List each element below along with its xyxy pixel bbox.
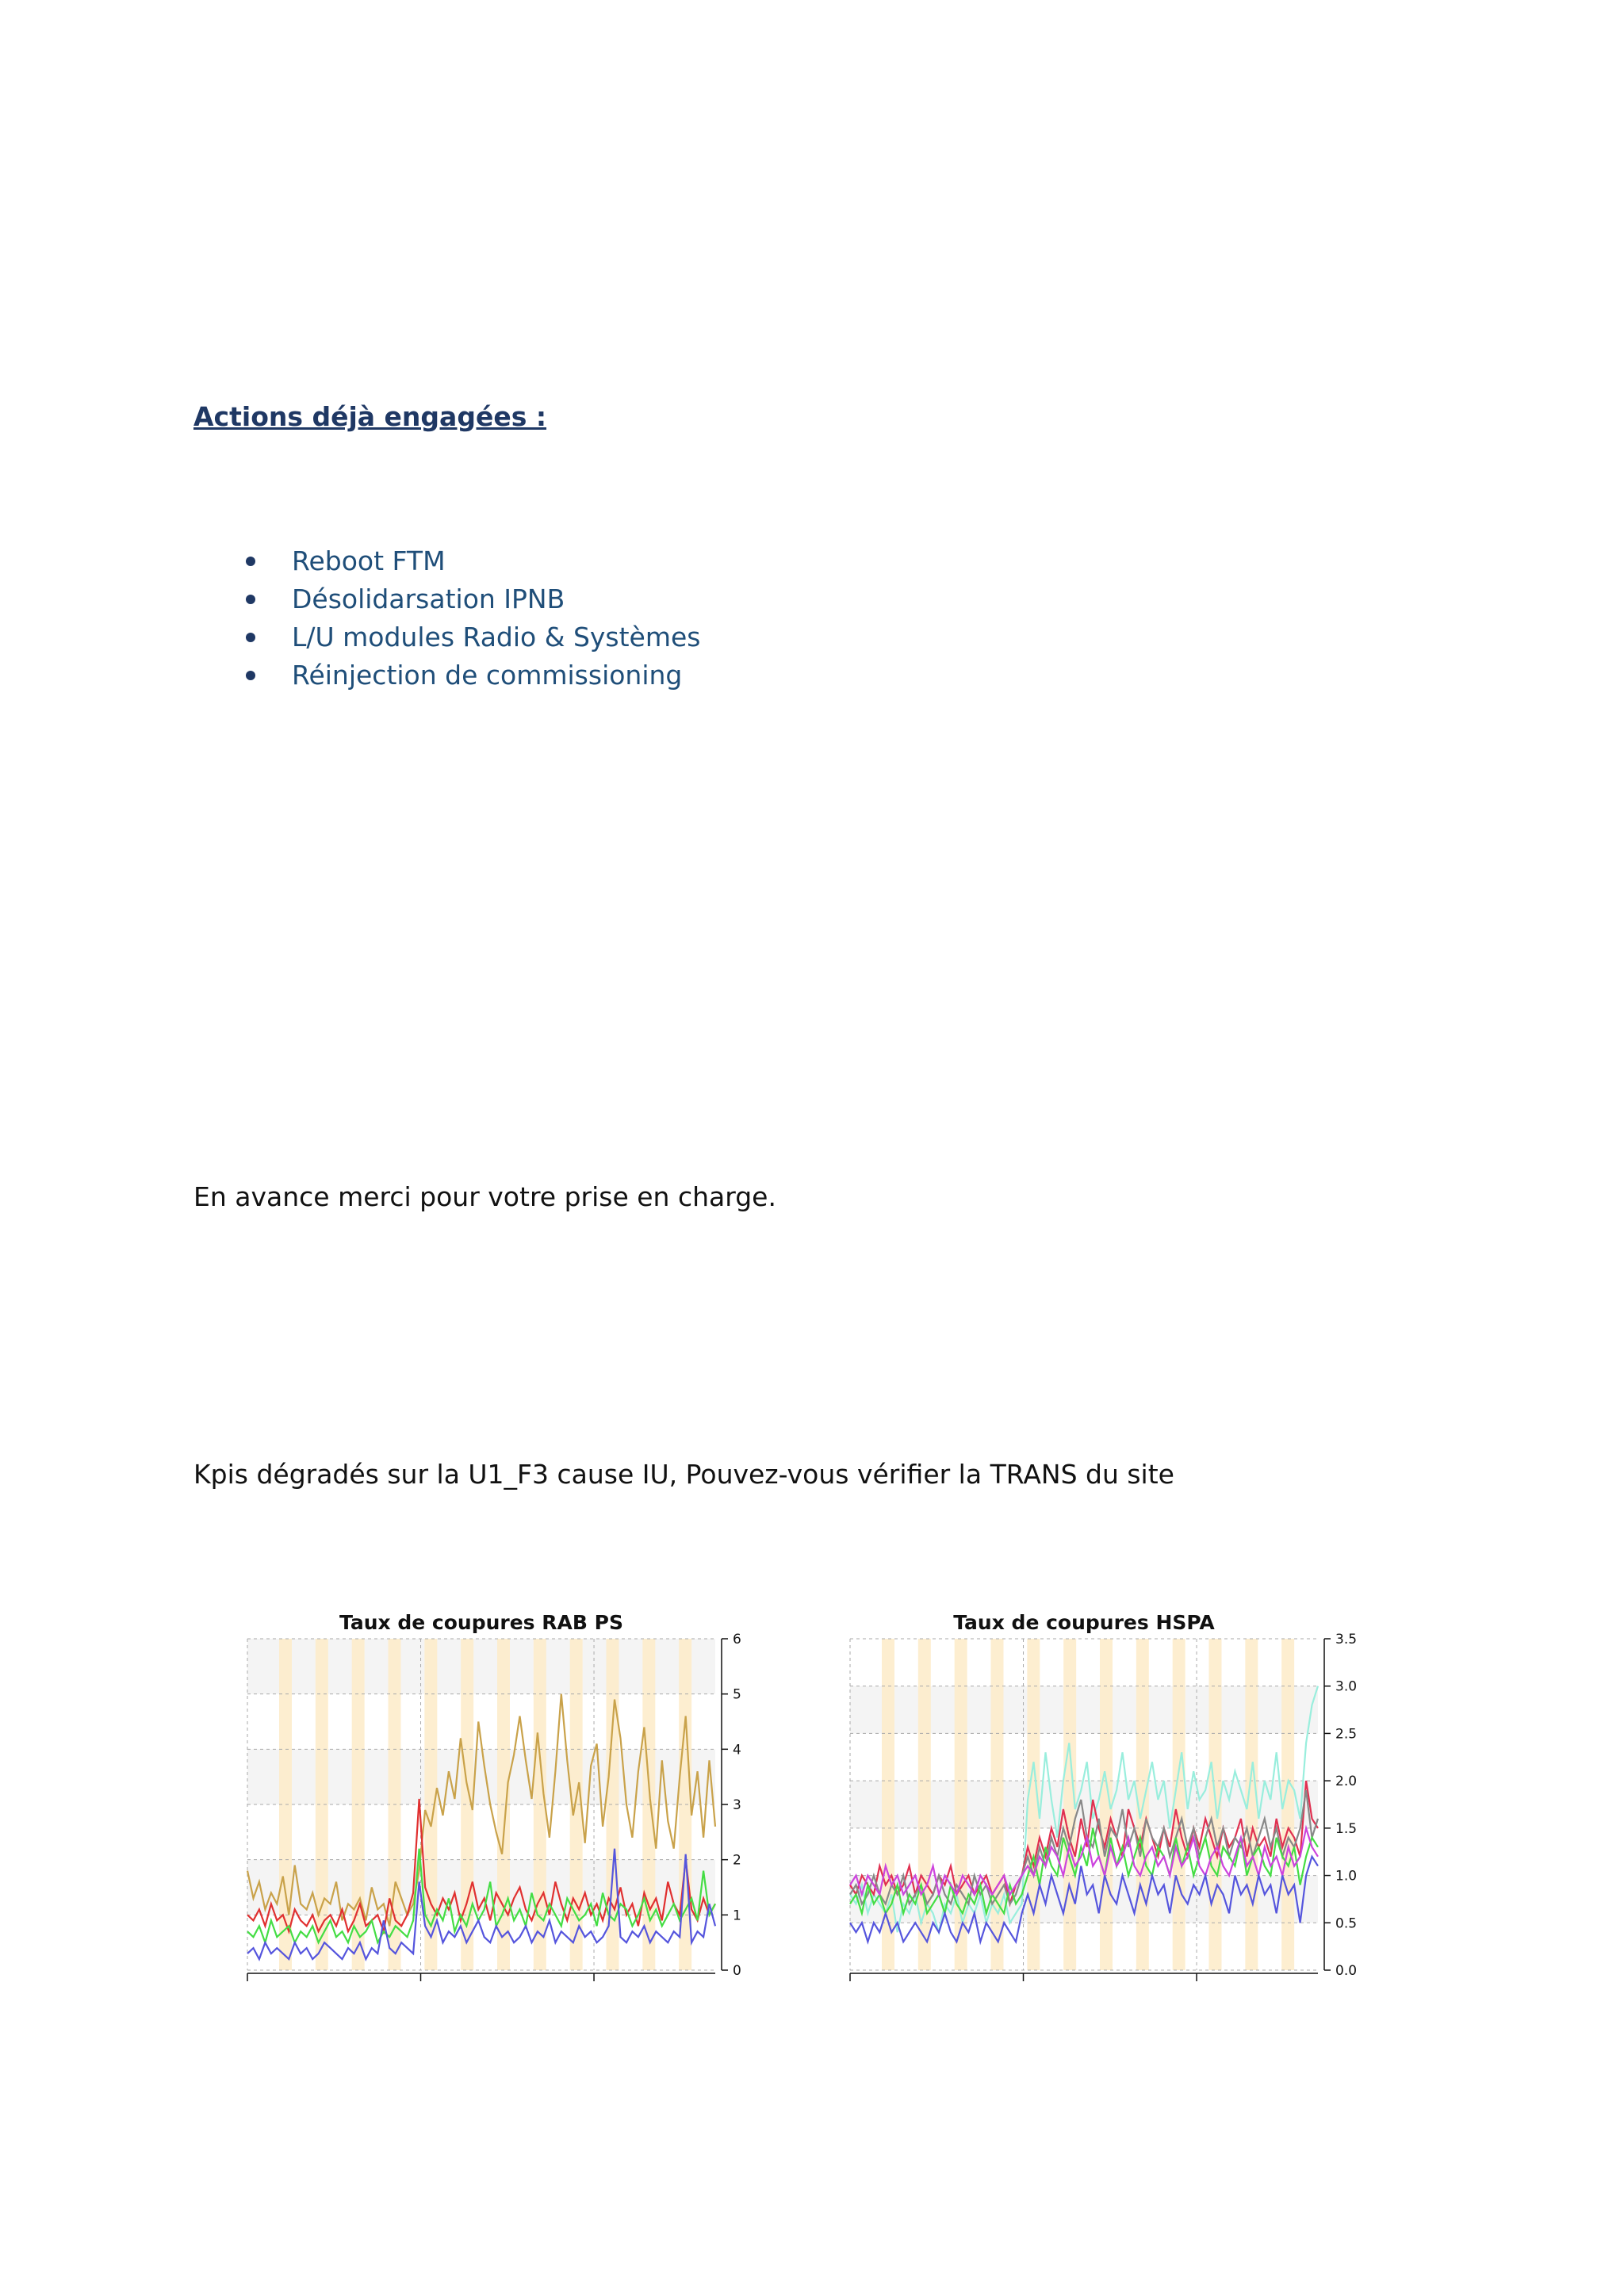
list-item-label: Réinjection de commissioning [292, 660, 683, 691]
bullet-icon [246, 671, 255, 680]
y-tick-label: 0.5 [1335, 1915, 1358, 1932]
y-tick-label: 2.0 [1335, 1774, 1358, 1790]
list-item [243, 656, 701, 695]
list-item-label: Reboot FTM [292, 545, 446, 576]
y-tick-label: 5 [733, 1686, 741, 1703]
actions-list [243, 542, 701, 695]
weekend-band [955, 1639, 967, 1970]
chart-rab-ps [238, 1605, 761, 1994]
chart-title: Taux de coupures HSPA [953, 1611, 1215, 1634]
chart-hspa [841, 1605, 1380, 1994]
weekend-band [991, 1639, 1004, 1970]
y-tick-label: 2.5 [1335, 1726, 1358, 1743]
y-tick-label: 3.0 [1335, 1678, 1358, 1695]
list-item [243, 618, 701, 656]
list-item-label: Désolidarsation IPNB [292, 584, 565, 614]
y-tick-label: 1 [733, 1908, 741, 1924]
y-tick-label: 4 [733, 1742, 741, 1758]
y-tick-label: 1.0 [1335, 1868, 1358, 1885]
list-item [243, 580, 701, 618]
y-tick-label: 6 [733, 1632, 741, 1647]
list-item-label: L/U modules Radio & Systèmes [292, 622, 701, 652]
section-heading: Actions déjà engagées : [193, 401, 547, 432]
chart-hspa-svg [841, 1605, 1380, 1994]
chart-rab-ps-svg [238, 1605, 761, 1994]
bullet-icon [246, 557, 255, 566]
y-tick-label: 1.5 [1335, 1820, 1358, 1837]
y-tick-label: 3.5 [1335, 1632, 1358, 1647]
y-tick-label: 3 [733, 1797, 741, 1813]
y-tick-label: 0 [733, 1963, 741, 1979]
y-tick-label: 2 [733, 1852, 741, 1869]
list-item [243, 542, 701, 580]
y-tick-label: 0.0 [1335, 1963, 1358, 1979]
bullet-icon [246, 633, 255, 642]
chart-title: Taux de coupures RAB PS [339, 1611, 623, 1634]
bullet-icon [246, 595, 255, 604]
kpi-note-text: Kpis dégradés sur la U1_F3 cause IU, Pouvez-vous vérifier la TRANS du site [193, 1459, 1174, 1490]
closing-text: En avance merci pour votre prise en charge. [193, 1181, 776, 1212]
